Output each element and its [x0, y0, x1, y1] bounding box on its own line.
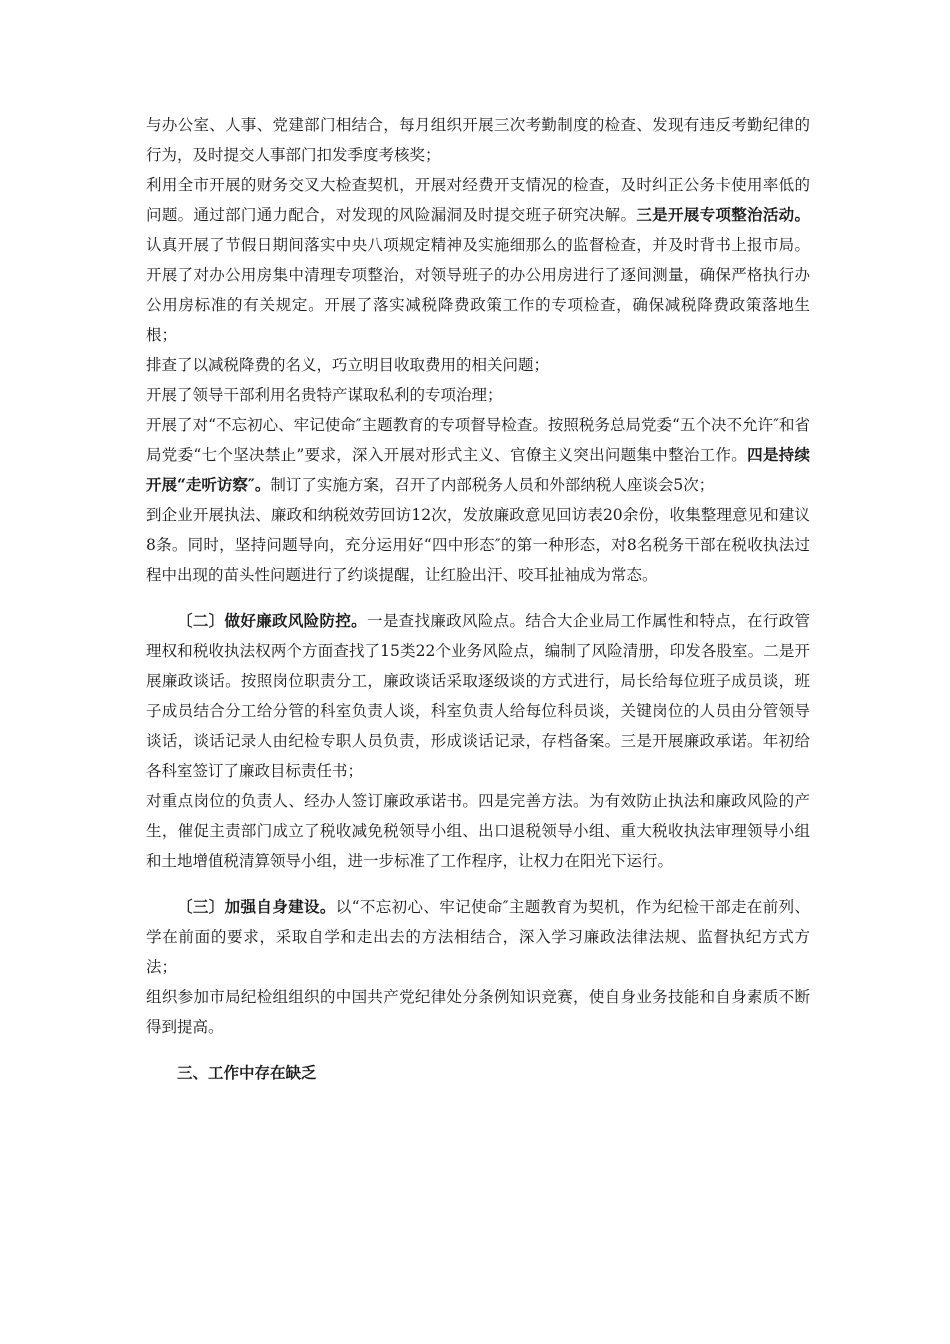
- paragraph-text: 开展了对“不忘初心、牢记使命″主题教育的专项督导检查。按照税务总局党委“五个决不允许″和省局党委“七个坚决禁止”要求，深入开展对形式主义、官僚主义突出问题集中整治工作。: [146, 416, 810, 464]
- paragraph-fee-investigation: [146, 350, 810, 380]
- paragraph-text: 利用全市开展的财务交叉大检查契机，开展对经费开支情况的检查，及时纠正公务卡使用率低的问题。通过部门通力配合，对发现的风险漏洞及时提交班子研究决解。: [146, 176, 810, 224]
- paragraph-specialty-governance: [146, 380, 810, 410]
- chapter-heading-shortcomings: 三、工作中存在缺乏: [177, 1063, 317, 1082]
- paragraph-text: 开展了领导干部利用名贵特产谋取私利的专项治理；: [146, 386, 503, 404]
- paragraph-theme-education: [146, 410, 810, 500]
- paragraph-text: 一是查找廉政风险点。结合大企业局工作属性和特点，在行政管理权和税收执法权两个方面查找了15类22个业务风险点，编制了风险清册，印发各股室。二是开展廉政谈话。按照岗位职责分工，廉政谈话采取逐级谈的方式进行，局长给每位班子成员谈，班子成员结合分工给分管的科室负责人谈，科室负责人给每位科员谈，关键岗位的人员由分管领导谈话，谈话记录人由纪检专职人员负责，形成谈话记录，存档备案。三是开展廉政承诺。年初给各科室签订了廉政目标责任书；: [146, 612, 810, 780]
- section-self-building: [146, 892, 810, 982]
- bold-lead-special-rectification: 三是开展专项整治活动。: [636, 205, 810, 224]
- bold-lead-visit-inspect: 四是持续开展“走听访察″。: [146, 445, 810, 494]
- paragraph-text: 组织参加市局纪检组组织的中国共产党纪律处分条例知识竞赛，使自身业务技能和自身素质不断得到提高。: [146, 988, 810, 1036]
- paragraph-text: 排查了以减税降费的名义，巧立明目收取费用的相关问题；: [146, 356, 550, 374]
- paragraph-improve-methods: [146, 786, 810, 876]
- paragraph-text: 制订了实施方案，召开了内部税务人员和外部纳税人座谈会5次；: [270, 476, 715, 494]
- section-title-self-building: 〔三〕加强自身建设。: [177, 897, 336, 916]
- paragraph-text: 到企业开展执法、廉政和纳税效劳回访12次，发放廉政意见回访表20余份，收集整理意见和建议8条。同时，坚持问题导向，充分运用好“四中形态″的第一种形态，对8名税务干部在税收执法过程中出现的苗头性问题进行了约谈提醒，让红脸出汗、咬耳扯袖成为常态。: [146, 506, 810, 584]
- paragraph-text: 对重点岗位的负责人、经办人签订廉政承诺书。四是完善方法。为有效防止执法和廉政风险的产生，催促主责部门成立了税收减免税领导小组、出口退税领导小组、重大税收执法审理领导小组和土地增值税清算领导小组，进一步标准了工作程序，让权力在阳光下运行。: [146, 792, 810, 870]
- paragraph-text: 认真开展了节假日期间落实中央八项规定精神及实施细那么的监督检查，并及时背书上报市局。开展了对办公用房集中清理专项整治，对领导班子的办公用房进行了逐间测量，确保严格执行办公用房标准的有关规定。开展了落实减税降费政策工作的专项检查，确保减税降费政策落地生根；: [146, 236, 810, 344]
- section-risk-control: [146, 606, 810, 786]
- section-title-risk-control: 〔二〕做好廉政风险防控。: [177, 611, 367, 630]
- paragraph-text: 与办公室、人事、党建部门相结合，每月组织开展三次考勤制度的检查、发现有违反考勤纪律的行为，及时提交人事部门扣发季度考核奖；: [146, 116, 810, 164]
- paragraph-enterprise-visits: [146, 500, 810, 590]
- paragraph-text: 以“不忘初心、牢记使命″主题教育为契机，作为纪检干部走在前列、学在前面的要求，采取自学和走出去的方法相结合，深入学习廉政法律法规、监督执纪方式方法；: [146, 898, 810, 976]
- paragraph-knowledge-contest: [146, 982, 810, 1042]
- document-body: [146, 110, 810, 1088]
- paragraph-attendance-check: [146, 110, 810, 170]
- paragraph-finance-check: [146, 170, 810, 350]
